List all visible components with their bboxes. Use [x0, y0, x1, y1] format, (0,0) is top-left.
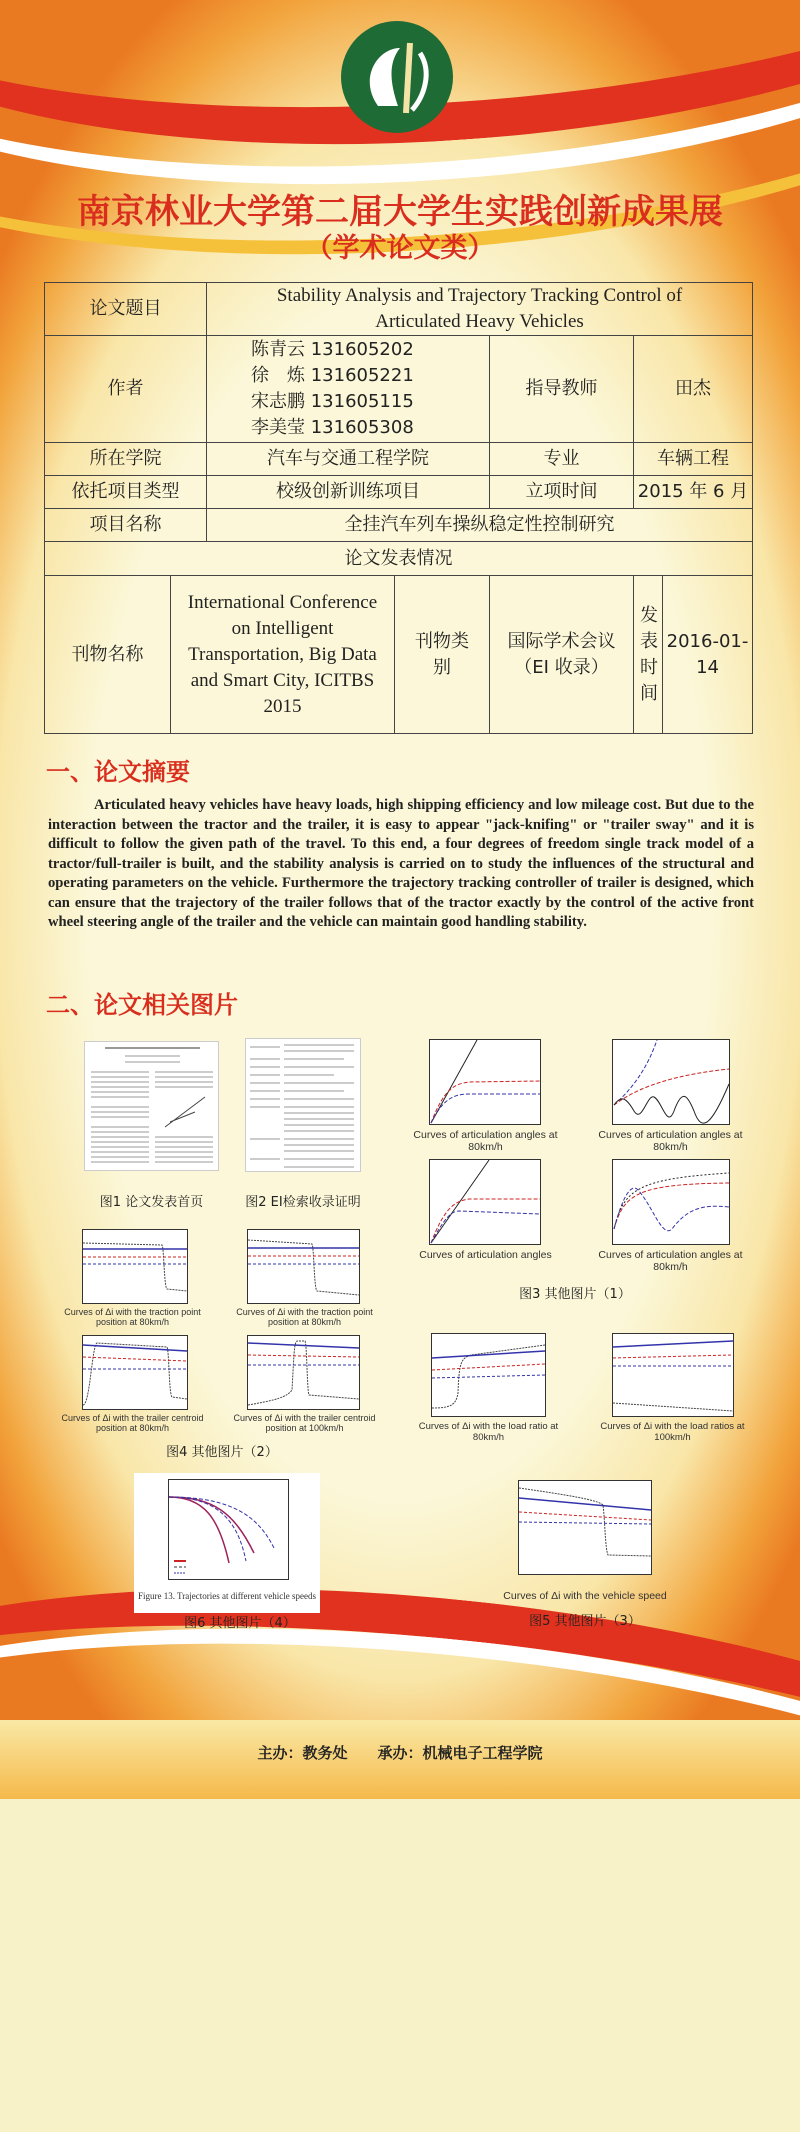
vehicle-speed-plot	[518, 1480, 652, 1575]
fig3-subcaption: Curves of articulation angles at 80km/h	[598, 1249, 743, 1274]
major: 车辆工程	[634, 443, 753, 476]
poster-title: 南京林业大学第二届大学生实践创新成果展	[77, 192, 723, 232]
label-project-type: 依托项目类型	[45, 476, 207, 509]
delta-i-plot	[82, 1229, 188, 1304]
project-type: 校级创新训练项目	[207, 476, 490, 509]
trajectory-inner-caption: Figure 13. Trajectories at different vehicle speeds	[137, 1591, 317, 1601]
author: 徐 炼 131605221	[251, 365, 414, 386]
fig3-subcaption: Curves of articulation angles	[419, 1249, 552, 1261]
paper-first-page-image	[84, 1041, 219, 1171]
abstract-text: Articulated heavy vehicles have heavy loads, high shipping efficiency and low mileage cost. But due to the interaction between the tractor and the trailer, it is easy to appear "jack-knifing" or "trailer sway" and it is difficult to follow the given path of the travel. To this end, a four degrees of freedom single track model of a tractor/full-trailer is built, and the stability analysis is carried on to study the influences of the structural and operating parameters on the vehicle. Furthermore the trajectory tracking controller of trailer is designed, which can ensure that the trajectory of the trailer follows that of the tractor exactly by the control of the active front wheel steering angle of the trailer and the vehicle can maintain good handling stability.	[48, 797, 754, 930]
fig4-subcaption: Curves of Δi with the trailer centroid position at 80km/h	[61, 1413, 204, 1434]
ei-certificate-image	[245, 1038, 361, 1172]
load-ratio-plot	[431, 1333, 546, 1417]
fig1-caption: 图1 论文发表首页	[99, 1195, 204, 1210]
fig2-caption: 图2 EI检索收录证明	[245, 1195, 361, 1210]
fig4-subcaption: Curves of Δi with the trailer centroid position at 100km/h	[233, 1413, 376, 1434]
fig3-subcaption: Curves of articulation angles at 80km/h	[413, 1129, 558, 1154]
fig6-caption: 图6 其他图片（4）	[184, 1616, 296, 1631]
college: 汽车与交通工程学院	[207, 443, 490, 476]
fig4-subcaption: Curves of Δi with the traction point position at 80km/h	[236, 1307, 373, 1328]
articulation-angle-plot	[429, 1039, 541, 1125]
trajectory-figure	[134, 1473, 320, 1613]
delta-i-plot	[247, 1335, 360, 1410]
label-pub-date: 发表时间	[634, 576, 663, 734]
figures-heading: 二、论文相关图片	[46, 990, 238, 1019]
advisor: 田杰	[634, 336, 753, 443]
author: 陈青云 131605202	[251, 339, 414, 360]
journal-type: 国际学术会议（EI 收录）	[490, 576, 634, 734]
publication-header: 论文发表情况	[45, 542, 753, 576]
footer-organizers: 主办：教务处 承办：机械电子工程学院	[257, 1744, 543, 1762]
articulation-angle-plot	[612, 1159, 730, 1245]
paper-info-table	[44, 282, 753, 734]
load-ratio-plot	[612, 1333, 734, 1417]
label-journal-type: 刊物类别	[395, 576, 490, 734]
label-advisor: 指导教师	[490, 336, 634, 443]
delta-i-plot	[82, 1335, 188, 1410]
label-start: 立项时间	[490, 476, 634, 509]
paper-title: Stability Analysis and Trajectory Tracking Control of Articulated Heavy Vehicles	[207, 283, 753, 336]
journal: International Conference on Intelligent Transportation, Big Data and Smart City, ICITBS 2015	[171, 576, 395, 734]
label-project-name: 项目名称	[45, 509, 207, 542]
author: 李美莹 131605308	[251, 417, 414, 438]
label-journal: 刊物名称	[45, 576, 171, 734]
load-ratio-caption: Curves of Δi with the load ratio at 80km/h	[418, 1421, 559, 1443]
fig4-subcaption: Curves of Δi with the traction point position at 80km/h	[64, 1307, 201, 1328]
label-authors: 作者	[45, 336, 207, 443]
project-name: 全挂汽车列车操纵稳定性控制研究	[207, 509, 753, 542]
pub-date: 2016-01-14	[663, 576, 753, 734]
load-ratio-caption: Curves of Δi with the load ratios at 100km/h	[600, 1421, 745, 1443]
fig3-subcaption: Curves of articulation angles at 80km/h	[598, 1129, 743, 1154]
fig5-subcaption: Curves of Δi with the vehicle speed	[503, 1590, 667, 1602]
label-title: 论文题目	[45, 283, 207, 336]
abstract-heading: 一、论文摘要	[46, 757, 190, 786]
label-major: 专业	[490, 443, 634, 476]
poster-subtitle: （学术论文类）	[305, 233, 495, 264]
start-date: 2015 年 6 月	[634, 476, 753, 509]
fig4-caption: 图4 其他图片（2）	[166, 1445, 278, 1460]
university-logo	[338, 18, 456, 136]
fig3-caption: 图3 其他图片（1）	[519, 1287, 631, 1302]
articulation-angle-plot	[612, 1039, 730, 1125]
label-college: 所在学院	[45, 443, 207, 476]
author: 宋志鹏 131605115	[251, 391, 414, 412]
fig5-caption: 图5 其他图片（3）	[529, 1614, 641, 1629]
articulation-angle-plot	[429, 1159, 541, 1245]
delta-i-plot	[247, 1229, 360, 1304]
